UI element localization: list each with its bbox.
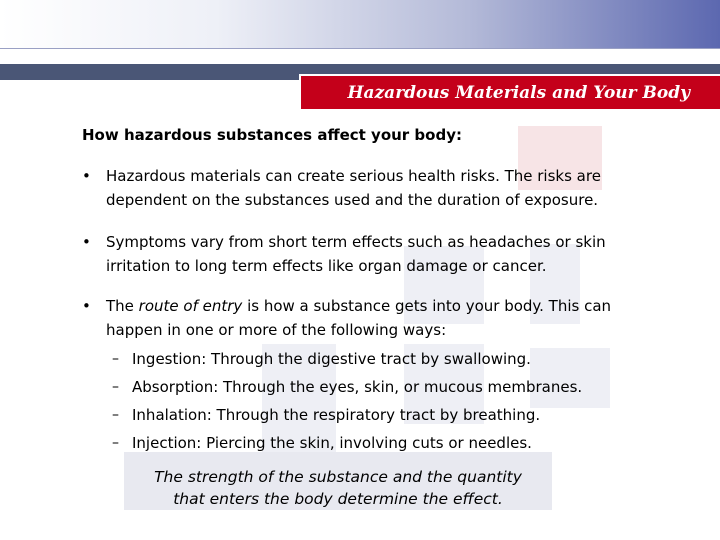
bullet-icon: •: [82, 167, 91, 185]
dash-icon: –: [112, 351, 119, 367]
bullet-item: [82, 164, 646, 212]
header-divider: [0, 48, 720, 49]
bullet-text-end: is how a substance gets into your body. This can happen in one or more of the following ways:: [106, 297, 612, 339]
title-bar: [299, 74, 720, 109]
header-gradient: [0, 0, 720, 48]
slide-title: Hazardous Materials and Your Body: [347, 82, 690, 103]
bullet-text-start: The: [106, 297, 139, 315]
bullet-text: [106, 294, 646, 342]
sub-list-item: [112, 350, 531, 368]
dash-icon: –: [112, 435, 119, 451]
bullet-item: [82, 294, 646, 342]
section-heading: How hazardous substances affect your body:: [82, 126, 462, 144]
dash-icon: –: [112, 379, 119, 395]
sub-list-item: [112, 378, 582, 396]
bullet-text: Symptoms vary from short term effects such as headaches or skin irritation to long term effects like organ damage or cancer.: [106, 233, 606, 275]
emphasis-term: route of entry: [138, 297, 243, 315]
sub-item-text: Inhalation: Through the respiratory tract by breathing.: [132, 406, 541, 424]
bullet-icon: •: [82, 297, 91, 315]
sub-item-text: Ingestion: Through the digestive tract by swallowing.: [132, 350, 531, 368]
bullet-text: Hazardous materials can create serious health risks. The risks are dependent on the substances used and the duration of exposure.: [106, 167, 601, 209]
dash-icon: –: [112, 407, 119, 423]
sub-item-text: Absorption: Through the eyes, skin, or mucous membranes.: [132, 378, 583, 396]
bullet-item: [82, 230, 646, 278]
bullet-icon: •: [82, 233, 91, 251]
sub-list-item: [112, 434, 532, 452]
footer-line: The strength of the substance and the quantity: [154, 468, 522, 486]
sub-list-item: [112, 406, 540, 424]
sub-item-text: Injection: Piercing the skin, involving cuts or needles.: [132, 434, 532, 452]
footer-line: that enters the body determine the effect.: [173, 490, 503, 508]
footer-note: [124, 466, 552, 510]
